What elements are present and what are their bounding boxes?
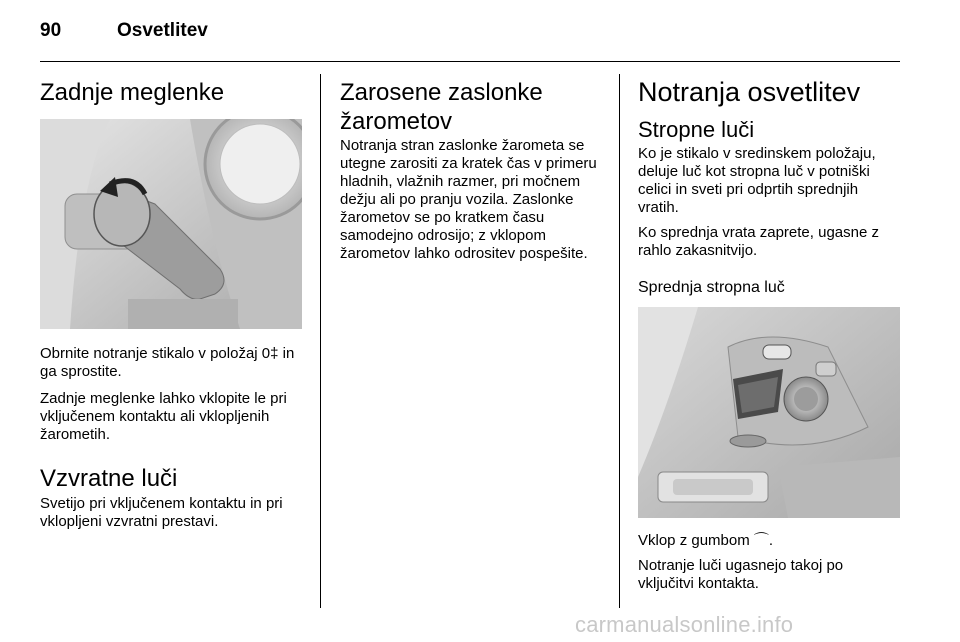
- heading-reversing-lights: Vzvratne luči: [40, 465, 178, 492]
- rear-fog-symbol-icon: 0‡: [261, 345, 279, 362]
- column-interior-lighting: [638, 74, 900, 593]
- paragraph-fogged-headlights: Notranja stran zaslonke žarometa se utegne zarositi za kratek čas v primeru hladnih, vlažnih razmer, pri močnem dežju ali po pranju vozila. Zaslonke žarometov se po kratkem času samodejno odrosijo; z vklopom žarometov lahko odrositev pospešite.: [340, 137, 597, 262]
- column-fogged-headlights: [340, 74, 602, 263]
- column-divider-2: [619, 74, 620, 608]
- paragraph-rear-fog-condition: Zadnje meglenke lahko vklopite le pri vključenem kontaktu ali vklopljenih žarometih.: [40, 390, 287, 443]
- interior-light-symbol-icon: ⌒: [753, 532, 769, 549]
- paragraph-courtesy-button: Vklop z gumbom ⌒.: [638, 532, 774, 549]
- watermark: carmanualsonline.info: [575, 612, 794, 637]
- header-rule: [40, 61, 900, 62]
- paragraph-rear-fog-operation: Obrnite notranje stikalo v položaj 0‡ in ga sprostite.: [40, 345, 295, 380]
- chapter-title: Osvetlitev: [117, 20, 208, 41]
- figure-light-switch-stalk: [40, 119, 302, 329]
- column-rear-fog-lights: [40, 74, 302, 531]
- paragraph-reversing-lights: Svetijo pri vključenem kontaktu in pri vklopljeni vzvratni prestavi.: [40, 495, 283, 530]
- heading-courtesy-lights: Stropne luči: [638, 117, 755, 142]
- paragraph-courtesy-delay: Ko sprednja vrata zaprete, ugasne z rahlo zakasnitvijo.: [638, 224, 879, 259]
- heading-rear-fog-lights: Zadnje meglenke: [40, 79, 225, 106]
- heading-front-courtesy-light: Sprednja stropna luč: [638, 279, 785, 296]
- column-divider-1: [320, 74, 321, 608]
- heading-fogged-headlights: Zarosene zaslonke žarometov: [340, 79, 543, 135]
- heading-interior-lighting: Notranja osvetlitev: [638, 77, 861, 107]
- paragraph-lights-off-ignition: Notranje luči ugasnejo takoj po vključitvi kontakta.: [638, 557, 844, 592]
- page-number: 90: [40, 20, 62, 41]
- paragraph-courtesy-lights: Ko je stikalo v sredinskem položaju, deluje luč kot stropna luč v potniški celici in sveti pri odprtih sprednjih vratih.: [638, 145, 876, 216]
- figure-front-courtesy-light: [638, 307, 900, 518]
